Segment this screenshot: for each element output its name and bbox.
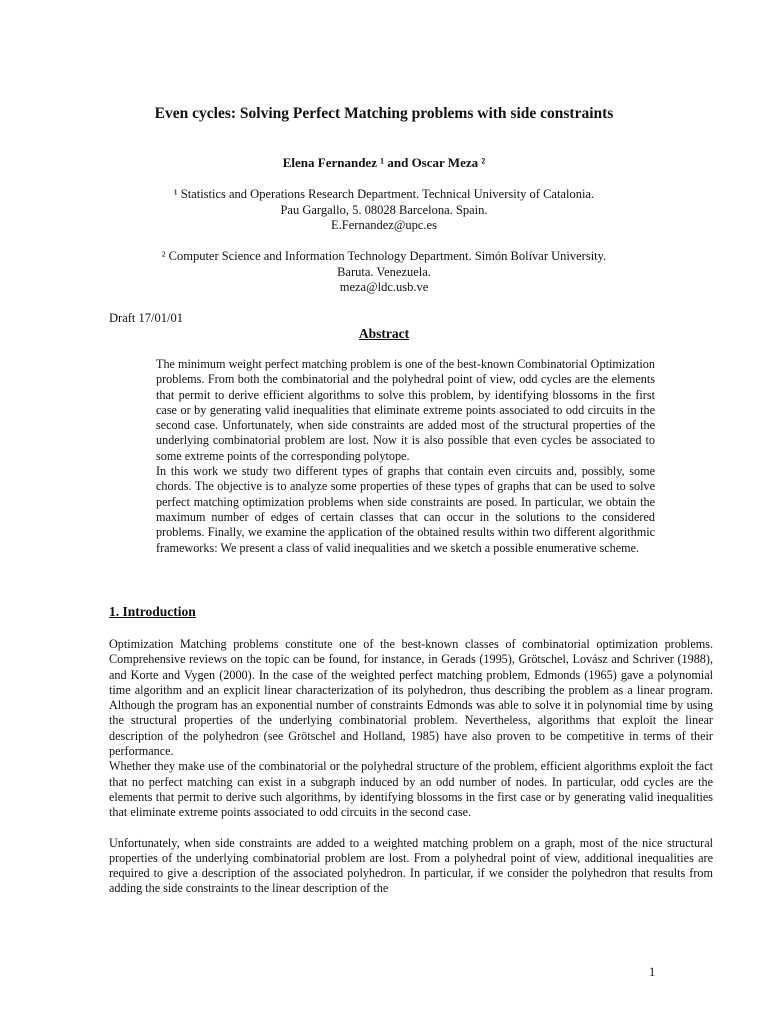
paper-authors: Elena Fernandez ¹ and Oscar Meza ²: [282, 155, 486, 170]
section-heading-introduction: 1. Introduction: [109, 604, 196, 619]
affiliation-2-email: meza@ldc.usb.ve: [339, 280, 429, 294]
page-number: 1: [649, 965, 656, 979]
affiliation-2-address: Baruta. Venezuela.: [337, 264, 431, 279]
affiliation-1: [0, 187, 768, 234]
affiliation-1-address: Pau Gargallo, 5. 08028 Barcelona. Spain.: [280, 202, 488, 217]
affiliation-1-email: E.Fernandez@upc.es: [331, 218, 437, 232]
intro-paragraph: Unfortunately, when side constraints are added to a weighted matching problem on a graph, most of the nice structural properties of the underlying combinatorial problem are lost. From a polyhedral point of view, additional inequalities are required to give a description of the associated polyhedron. In particular, if we consider the polyhedron that results from adding the side constraints to the linear description of the: [109, 835, 713, 896]
abstract-body: [156, 357, 655, 556]
affiliation-2: [0, 249, 768, 296]
intro-paragraph: Whether they make use of the combinatorial or the polyhedral structure of the problem, efficient algorithms exploit the fact that no perfect matching can exist in a subgraph induced by an odd number of nodes. In particular, odd cycles are the elements that permit to derive such algorithms, by identifying blossoms in the first case or by generating valid inequalities that eliminate extreme points associated to odd circuits in the second case.: [109, 759, 713, 820]
paper-title: Even cycles: Solving Perfect Matching problems with side constraints: [154, 105, 614, 122]
affiliation-2-department: ² Computer Science and Information Technology Department. Simón Bolívar University.: [161, 249, 607, 263]
affiliation-1-department: ¹ Statistics and Operations Research Department. Technical University of Catalonia.: [173, 187, 595, 201]
abstract-paragraph: In this work we study two different types of graphs that contain even circuits and, possibly, some chords. The objective is to analyze some properties of these types of graphs that can be used to solve perfect matching optimization problems when side constraints are posed. In particular, we obtain the maximum number of edges of certain classes that can occur in the solutions to the considered problems. Finally, we examine the application of the obtained results within two different algorithmic frameworks: We present a class of valid inequalities and we sketch a possible enumerative scheme.: [156, 464, 655, 555]
introduction-body: [109, 637, 713, 897]
intro-paragraph: Optimization Matching problems constitute one of the best-known classes of combinatorial optimization problems. Comprehensive reviews on the topic can be found, for instance, in Gerads (1995), Grötschel, Lovász and Schriver (1988), and Korte and Vygen (2000). In the case of the weighted perfect matching problem, Edmonds (1965) gave a polynomial time algorithm and an explicit linear characterization of its polyhedron, thus describing the problem as a linear program. Although the program has an exponential number of constraints Edmonds was able to solve it in polynomial time by using the structural properties of the underlying combinatorial problem. Nevertheless, algorithms that exploit the linear description of the polyhedron (see Grötschel and Holland, 1985) have also proven to be competitive in terms of their performance.: [109, 637, 713, 759]
abstract-heading: Abstract: [358, 326, 410, 341]
draft-date: Draft 17/01/01: [109, 311, 183, 325]
abstract-paragraph: The minimum weight perfect matching problem is one of the best-known Combinatorial Optimization problems. From both the combinatorial and the polyhedral point of view, odd cycles are the elements that permit to derive efficient algorithms to solve this problem, by identifying blossoms in the first case or by generating valid inequalities that eliminate extreme points associated to odd circuits in the second case. Unfortunately, when side constraints are added most of the structural properties of the underlying combinatorial problem are lost. Now it is also possible that even cycles be associated to some extreme points of the corresponding polytope.: [156, 357, 655, 463]
